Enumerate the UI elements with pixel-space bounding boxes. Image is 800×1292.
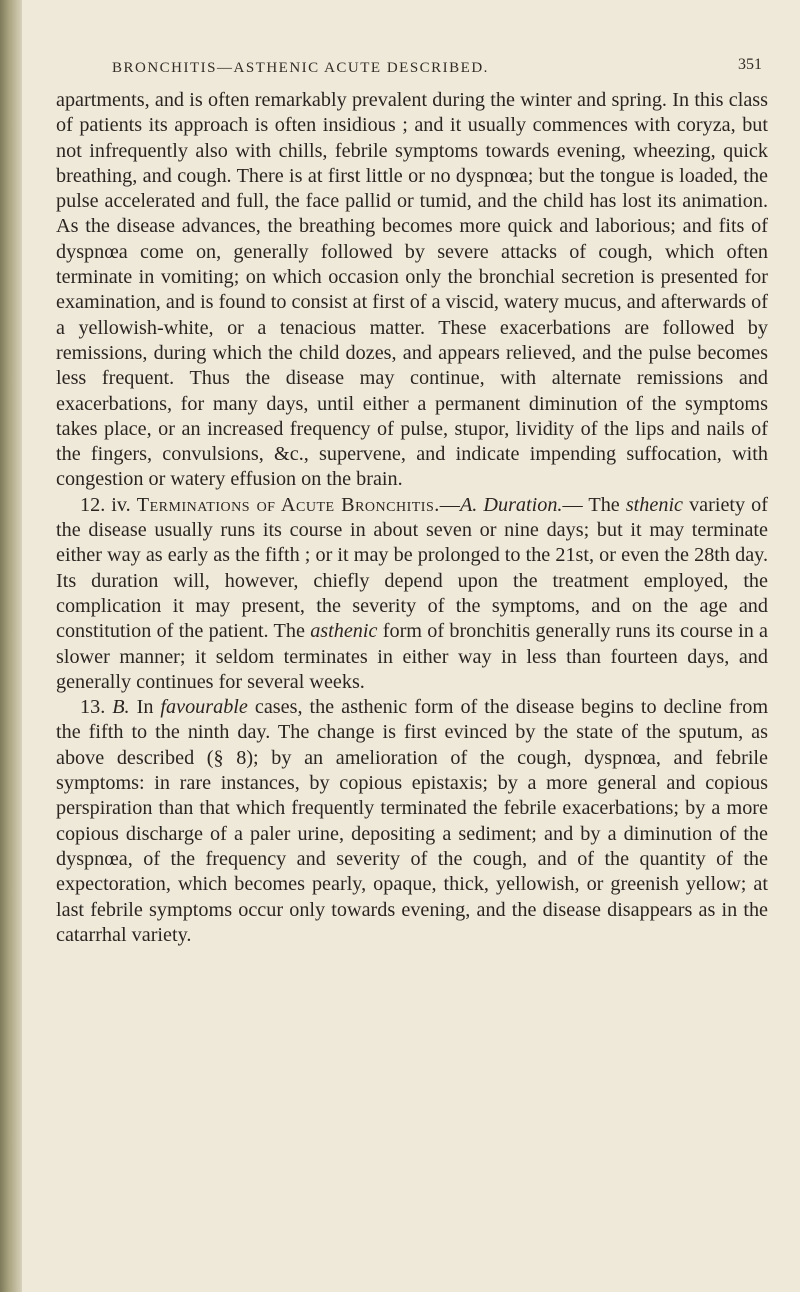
emphasis-sthenic: sthenic: [625, 493, 684, 516]
text-run: cases, the asthenic form of the disease begins to decline from the fifth to the ninth day. The change is first evinced by the state of the sputum, as above described (§ 8); by an amelioration of the cough, dyspnœa, and febrile symptoms: in rare instances, by copious epistaxis; by a more general and copious perspiration than that which frequently terminated the febrile exacerbations; by a more copious discharge of a paler urine, depositing a sediment; and by a diminution of the dyspnœa, of the frequency and severity of the cough, and of the quantity of the expectoration, which becomes pearly, opaque, thick, yellowish, or greenish yellow; at last febrile symptoms occur only towards evening, and the disease disappears as in the catarrhal variety.: [56, 696, 769, 946]
running-head: BRONCHITIS—ASTHENIC ACUTE DESCRIBED.: [112, 60, 489, 76]
emphasis-favourable: favourable: [160, 696, 248, 719]
emphasis-asthenic: asthenic: [310, 620, 378, 643]
text-run: variety of the disease usually runs its course in about seven or nine days; but it may terminate either way as early as the fifth ; or it may be prolonged to the 21st, or even the 28th day. Its duration will, however, chiefly depend upon the treatment employed, the complication it may present, the severity of the symptoms, and on the age and constitution of the patient. The: [56, 493, 768, 643]
text-run: The: [588, 493, 620, 516]
section-heading: Terminations of Acute Bronchitis.: [136, 493, 440, 516]
heading-dash-2: —: [562, 493, 583, 516]
subsection-heading: A. Duration.: [459, 493, 563, 516]
subsection-letter: B.: [112, 696, 130, 719]
heading-dash: —: [439, 493, 460, 516]
paragraph-continued: apartments, and is often remarkably prevalent during the winter and spring. In this class of patients its approach is often insidious ; and it usually commences with coryza, but not infrequently also with chills, febrile symptoms towards evening, wheezing, quick breathing, and cough. There is at first little or no dyspnœa; but the tongue is loaded, the pulse accelerated and full, the face pallid or tumid, and the child has lost its animation. As the disease advances, the breathing becomes more quick and laborious; and fits of dyspnœa come on, generally followed by severe attacks of cough, which often terminate in vomiting; on which occasion only the bronchial secretion is presented for examination, and is found to consist at first of a viscid, watery mucus, and afterwards of a yellowish-white, or a tenacious matter. These exacerbations are followed by remissions, during which the child dozes, and appears relieved, and the pulse becomes less frequent. Thus the disease may continue, with alternate remissions and exacerbations, for many days, until either a permanent diminution of the symptoms takes place, or an increased frequency of pulse, stupor, lividity of the lips and nails of the fingers, convulsions, &c., supervene, and indicate impending suffocation, with congestion or watery effusion on the brain.: [56, 89, 768, 491]
text-run: form of bronchitis generally runs its course in a slower manner; it seldom terminates in either way in less than fourteen days, and generally continues for several weeks.: [56, 620, 769, 693]
text-run: In: [136, 696, 154, 719]
page-header: [112, 56, 762, 84]
section-number: 12. iv.: [80, 493, 131, 516]
page-binding-edge: [0, 0, 22, 1292]
paragraph-favourable: [56, 695, 768, 948]
paragraph-number: 13.: [80, 696, 106, 719]
page-number: 351: [738, 56, 762, 73]
paragraph-terminations: [56, 493, 768, 695]
body-text: [56, 88, 768, 948]
